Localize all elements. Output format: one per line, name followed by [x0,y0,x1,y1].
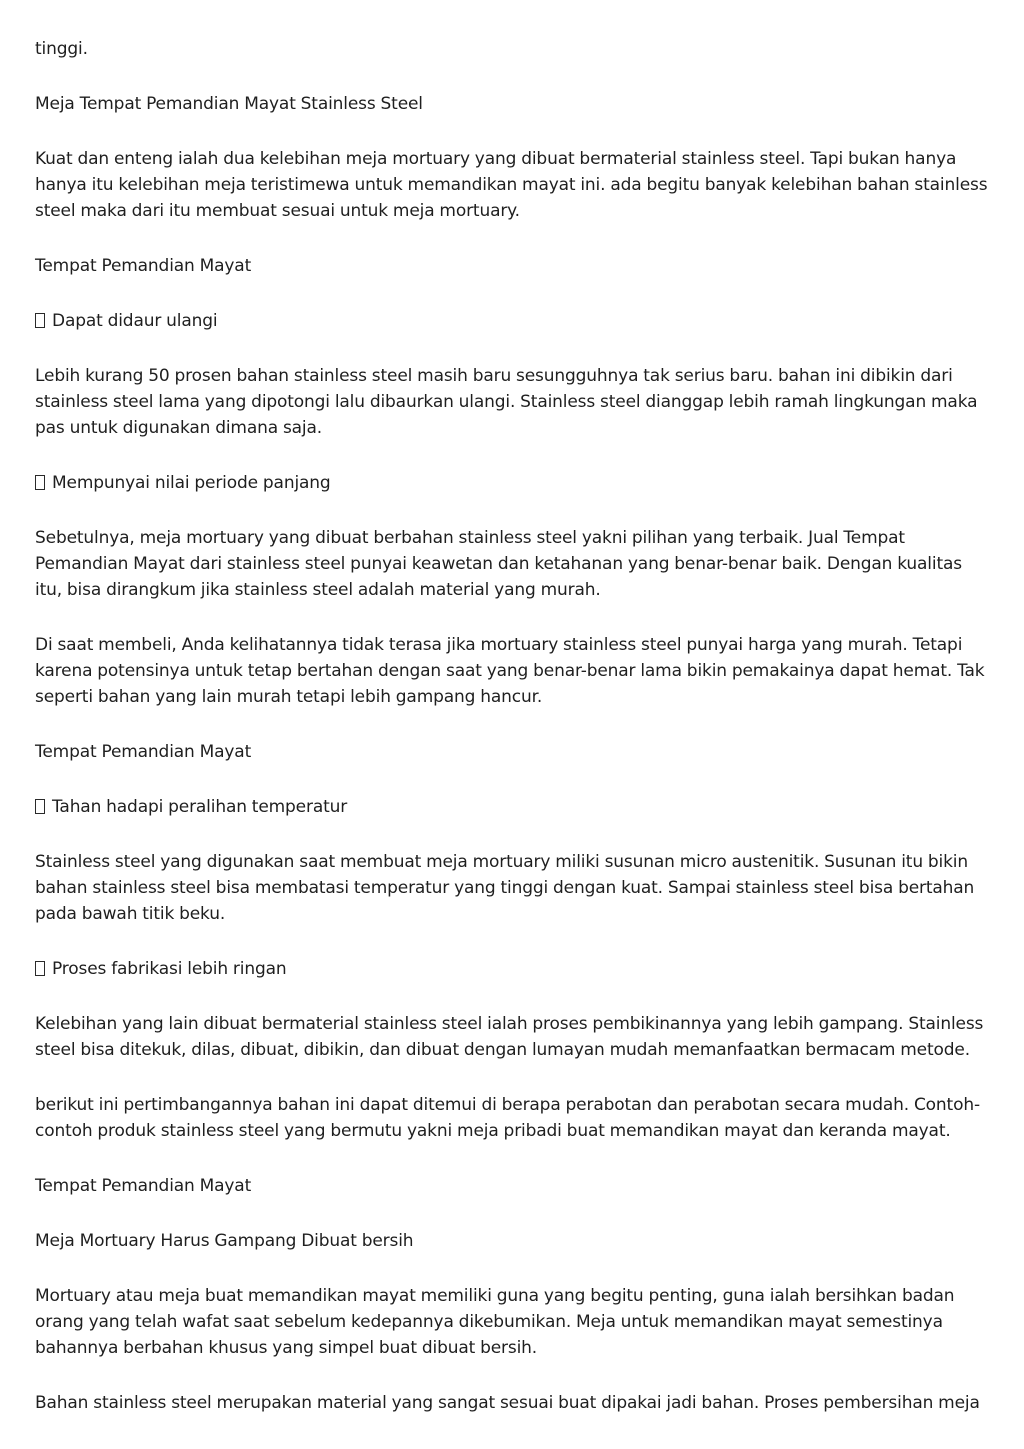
bullet-label: Mempunyai nilai periode panjang [52,473,331,493]
document-page [35,36,990,1445]
paragraph: Kuat dan enteng ialah dua kelebihan meja mortuary yang dibuat bermaterial stainless steel. Tapi bukan hanya hanya itu kelebihan meja teristimewa untuk memandikan mayat ini. ada begitu banyak kelebihan bahan stainless steel maka dari itu membuat sesuai untuk meja mortuary. [35,149,988,221]
paragraph: berikut ini pertimbangannya bahan ini dapat ditemui di berapa perabotan dan perabotan secara mudah. Contoh-contoh produk stainless steel yang bermutu yakni meja pribadi buat memandikan mayat dan keranda mayat. [35,1095,980,1141]
missing-glyph-bullet-icon [35,799,45,814]
paragraph: tinggi. [35,39,88,59]
paragraph: Stainless steel yang digunakan saat membuat meja mortuary miliki susunan micro austenitik. Susunan itu bikin bahan stainless steel bisa membatasi temperatur yang tinggi dengan kuat. Sampai stainless steel bisa bertahan pada bawah titik beku. [35,852,975,924]
section-heading: Meja Mortuary Harus Gampang Dibuat bersih [35,1231,414,1251]
bullet-item [35,308,990,334]
bullet-item [35,794,990,820]
bullet-label: Tahan hadapi peralihan temperatur [52,797,348,817]
image-caption: Tempat Pemandian Mayat [35,742,252,762]
paragraph: Bahan stainless steel merupakan material yang sangat sesuai buat dipakai jadi bahan. Proses pembersihan meja [35,1393,980,1413]
bullet-label: Dapat didaur ulangi [52,311,218,331]
bullet-item [35,956,990,982]
bullet-label: Proses fabrikasi lebih ringan [52,959,287,979]
paragraph: Kelebihan yang lain dibuat bermaterial stainless steel ialah proses pembikinannya yang lebih gampang. Stainless steel bisa ditekuk, dilas, dibuat, dibikin, dan dibuat dengan lumayan mudah memanfaatkan bermacam metode. [35,1014,984,1060]
missing-glyph-bullet-icon [35,961,45,976]
missing-glyph-bullet-icon [35,313,45,328]
image-caption: Tempat Pemandian Mayat [35,1176,252,1196]
paragraph: Mortuary atau meja buat memandikan mayat memiliki guna yang begitu penting, guna ialah bersihkan badan orang yang telah wafat saat sebelum kedepannya dikebumikan. Meja untuk memandikan mayat semestinya bahannya berbahan khusus yang simpel buat dibuat bersih. [35,1286,955,1358]
missing-glyph-bullet-icon [35,475,45,490]
image-caption: Tempat Pemandian Mayat [35,256,252,276]
paragraph: Lebih kurang 50 prosen bahan stainless steel masih baru sesungguhnya tak serius baru. bahan ini dibikin dari stainless steel lama yang dipotongi lalu dibaurkan ulangi. Stainless steel dianggap lebih ramah lingkungan maka pas untuk digunakan dimana saja. [35,366,978,438]
section-heading: Meja Tempat Pemandian Mayat Stainless Steel [35,94,423,114]
bullet-item [35,470,990,496]
paragraph: Di saat membeli, Anda kelihatannya tidak terasa jika mortuary stainless steel punyai harga yang murah. Tetapi karena potensinya untuk tetap bertahan dengan saat yang benar-benar lama bikin pemakainya dapat hemat. Tak seperti bahan yang lain murah tetapi lebih gampang hancur. [35,635,985,707]
paragraph: Sebetulnya, meja mortuary yang dibuat berbahan stainless steel yakni pilihan yang terbaik. Jual Tempat Pemandian Mayat dari stainless steel punyai keawetan dan ketahanan yang benar-benar baik. Dengan kualitas itu, bisa dirangkum jika stainless steel adalah material yang murah. [35,528,962,600]
